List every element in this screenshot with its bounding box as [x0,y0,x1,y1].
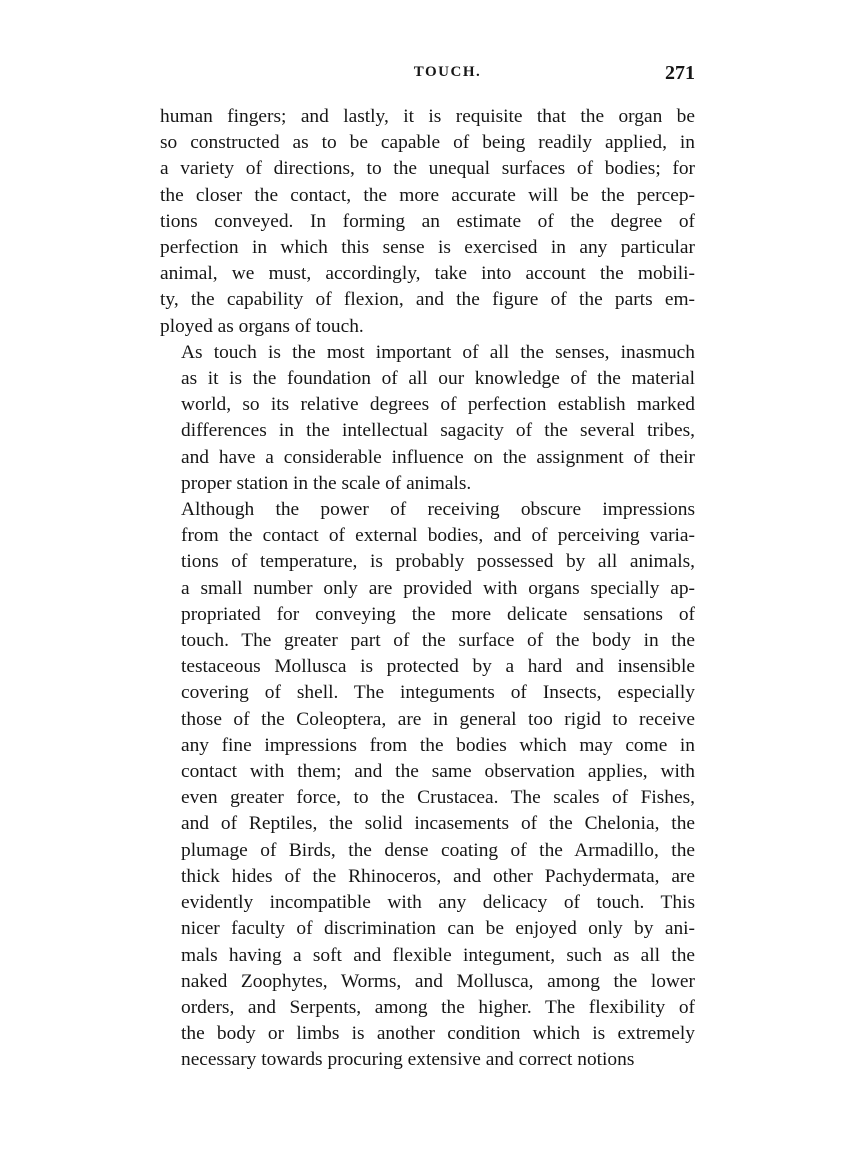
text-line: those of the Coleoptera, are in general too rigid to receive [181,708,695,730]
paragraph [160,340,695,497]
text-line: tions conveyed. In forming an estimate of the degree of [160,210,695,232]
text-line: propriated for conveying the more delicate sensations of [181,603,695,625]
text-line: ty, the capability of flexion, and the figure of the parts em- [160,289,695,311]
text-line: and have a considerable influence on the assignment of their [181,446,695,468]
text-line: touch. The greater part of the surface of the body in the [181,630,695,652]
text-line: so constructed as to be capable of being readily applied, in [160,132,695,154]
body-text [160,104,695,1074]
text-line: testaceous Mollusca is protected by a hard and insensible [181,656,695,678]
text-line: and of Reptiles, the solid incasements of the Chelonia, the [181,813,695,835]
text-line: a variety of directions, to the unequal surfaces of bodies; for [160,158,695,180]
text-line: naked Zoophytes, Worms, and Mollusca, among the lower [181,970,695,992]
text-line: even greater force, to the Crustacea. The scales of Fishes, [181,787,695,809]
text-line: proper station in the scale of animals. [181,472,472,494]
text-line: orders, and Serpents, among the higher. The flexibility of [181,996,695,1018]
text-line: thick hides of the Rhinoceros, and other Pachydermata, are [181,865,695,887]
text-line: nicer faculty of discrimination can be enjoyed only by ani- [181,918,695,940]
book-page [160,62,695,1074]
text-line: As touch is the most important of all the senses, inasmuch [181,341,695,363]
text-line: from the contact of external bodies, and of perceiving varia- [181,525,695,547]
text-line: covering of shell. The integuments of Insects, especially [181,682,695,704]
text-line: Although the power of receiving obscure impressions [181,499,695,521]
text-line: as it is the foundation of all our knowledge of the material [181,368,695,390]
text-line: plumage of Birds, the dense coating of the Armadillo, the [181,839,695,861]
text-line: any fine impressions from the bodies which may come in [181,734,695,756]
text-line: perfection in which this sense is exercised in any particular [160,237,695,259]
text-line: a small number only are provided with organs specially ap- [181,577,695,599]
text-line: necessary towards procuring extensive and correct notions [181,1049,635,1071]
text-line: differences in the intellectual sagacity of the several tribes, [181,420,695,442]
text-line: the closer the contact, the more accurate will be the percep- [160,184,695,206]
text-line: tions of temperature, is probably possessed by all animals, [181,551,695,573]
page-number: 271 [665,62,695,84]
text-line: human fingers; and lastly, it is requisite that the organ be [160,106,695,127]
text-line: ployed as organs of touch. [160,315,364,337]
paragraph [160,497,695,1073]
text-line: mals having a soft and flexible integument, such as all the [181,944,695,966]
text-line: world, so its relative degrees of perfection establish marked [181,394,695,416]
running-head [160,62,695,92]
text-line: contact with them; and the same observation applies, with [181,761,695,783]
text-line: animal, we must, accordingly, take into account the mobili- [160,263,695,285]
text-line: the body or limbs is another condition which is extremely [181,1023,695,1045]
paragraph [160,104,695,340]
running-head-title: TOUCH. [413,64,482,80]
text-line: evidently incompatible with any delicacy of touch. This [181,892,695,914]
